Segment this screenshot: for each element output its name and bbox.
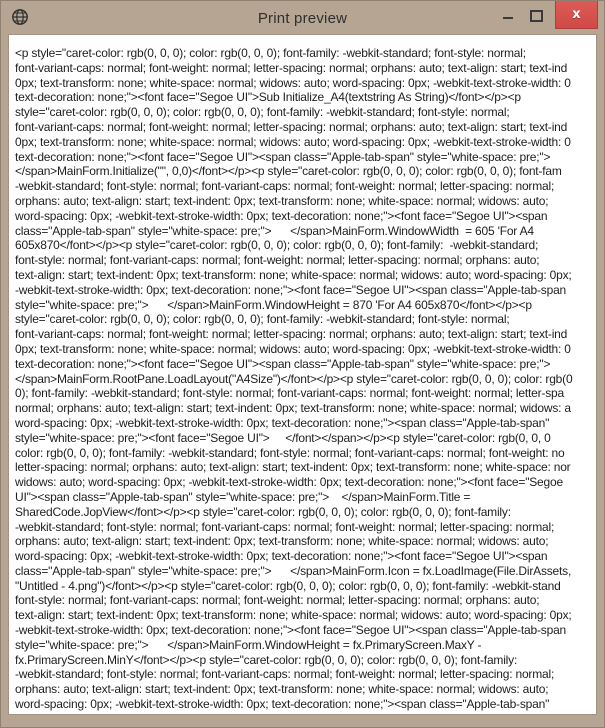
code-line: word-spacing: 0px; -webkit-text-stroke-width: 0px; text-decoration: none;"><font face="Segoe UI"><span <box>15 208 548 223</box>
title-bar[interactable] <box>1 1 604 34</box>
code-line: orphans: auto; text-align: start; text-indent: 0px; text-transform: none; white-space: normal; widows: auto; <box>15 193 549 208</box>
code-line: text-decoration: none;"><font face="Segoe UI"><span class="Apple-tab-span" style="white-space: pre;"> <box>15 149 551 164</box>
code-line: widows: auto; word-spacing: 0px; -webkit-text-stroke-width: 0px; text-decoration: none;"><font face="Segoe <box>15 475 563 490</box>
code-line: word-spacing: 0px; -webkit-text-stroke-width: 0px; text-decoration: none;"><span class="Apple-tab-span" <box>15 697 550 712</box>
code-lines <box>15 46 596 714</box>
code-line: text-align: start; text-indent: 0px; text-transform: none; white-space: normal; widows: auto; word-spacing: 0px; <box>15 267 572 282</box>
code-line: 0px; text-transform: none; white-space: normal; widows: auto; word-spacing: 0px; -webkit-text-stroke-width: 0 <box>15 341 571 356</box>
code-line: style="white-space: pre;"> </span>MainForm.WindowHeight = fx.PrimaryScreen.MaxY - <box>15 637 482 652</box>
code-line: class="Apple-tab-span" style="white-space: pre;"> </span>MainForm.WindowWidth = 605 'For A4 <box>15 223 534 238</box>
code-line: 0px; text-transform: none; white-space: normal; widows: auto; word-spacing: 0px; -webkit-text-stroke-width: 0 <box>15 134 571 149</box>
window-title: Print preview <box>257 10 348 27</box>
code-line: UI"><span class="Apple-tab-span" style="white-space: pre;"> </span>MainForm.Title = <box>15 489 471 504</box>
code-line: font-variant-caps: normal; font-weight: normal; letter-spacing: normal; orphans: auto; text-align: start; text-ind <box>15 60 568 75</box>
code-line: orphans: auto; text-align: start; text-indent: 0px; text-transform: none; white-space: normal; widows: auto; <box>15 682 549 697</box>
globe-icon <box>11 8 29 26</box>
close-button[interactable] <box>555 1 598 29</box>
code-line: font-style: normal; font-variant-caps: normal; font-weight: normal; letter-spacing: normal; orphans: auto; <box>15 253 540 268</box>
code-line: orphans: auto; text-align: start; text-indent: 0px; text-transform: none; white-space: normal; widows: auto; <box>15 534 549 549</box>
code-line: class="Apple-tab-span" style="white-space: pre;"> </span>MainForm.Icon = fx.LoadImage(File.DirAssets, <box>15 563 572 578</box>
code-line: 0); font-family: -webkit-standard; font-style: normal; font-variant-caps: normal; font-weight: normal; letter-spa <box>15 386 564 401</box>
maximize-icon <box>530 10 543 22</box>
close-icon: x <box>572 7 581 22</box>
code-line: -webkit-standard; font-style: normal; font-variant-caps: normal; font-weight: normal; letter-spacing: normal; <box>15 667 555 682</box>
code-line: fx.PrimaryScreen.MinY</font></p><p style="caret-color: rgb(0, 0, 0); color: rgb(0, 0, 0); font-family: <box>15 652 518 667</box>
code-line: style="white-space: pre;"><font face="Segoe UI"> </font></span></p><p style="caret-color: rgb(0, 0, 0 <box>15 430 551 445</box>
code-line: "Untitled - 4.png")</font></p><p style="caret-color: rgb(0, 0, 0); color: rgb(0, 0, 0); font-family: -webkit-stand <box>15 578 561 593</box>
code-line: </span>MainForm.Initialize("", 0,0)</font></p><p style="caret-color: rgb(0, 0, 0); color: rgb(0, 0, 0); font-fam <box>15 164 562 179</box>
code-line: 605x870</font></p><p style="caret-color: rgb(0, 0, 0); color: rgb(0, 0, 0); font-family: -webkit-standard; <box>15 238 539 253</box>
code-line: letter-spacing: normal; orphans: auto; text-align: start; text-indent: 0px; text-transform: none; white-space: nor <box>15 460 571 475</box>
code-line: SharedCode.JopView</font></p><p style="caret-color: rgb(0, 0, 0); color: rgb(0, 0, 0); font-family: <box>15 504 511 519</box>
code-line: font-variant-caps: normal; font-weight: normal; letter-spacing: normal; orphans: auto; text-align: start; text-ind <box>15 119 568 134</box>
minimize-button[interactable] <box>493 1 522 30</box>
code-line: word-spacing: 0px; -webkit-text-stroke-width: 0px; text-decoration: none;"><span class="Apple-tab-span" <box>15 415 550 430</box>
code-line: -webkit-text-stroke-width: 0px; text-decoration: none;"><font face="Segoe UI"><span class="Apple-tab-span <box>15 623 567 638</box>
code-line: color: rgb(0, 0, 0); font-family: -webkit-standard; font-style: normal; font-variant-caps: normal; font-weight: no <box>15 445 565 460</box>
caption-buttons <box>493 1 598 30</box>
code-line: style="caret-color: rgb(0, 0, 0); color: rgb(0, 0, 0); font-family: -webkit-standard; font-style: normal; <box>15 105 510 120</box>
code-line: text-decoration: none;"><font face="Segoe UI"><span class="Apple-tab-span" style="white-space: pre;"> <box>15 356 551 371</box>
maximize-button[interactable] <box>522 1 551 30</box>
code-line: 0px; text-transform: none; white-space: normal; widows: auto; word-spacing: 0px; -webkit-text-stroke-width: 0 <box>15 75 571 90</box>
code-line: </span>MainForm.RootPane.LoadLayout("A4Size")</font></p><p style="caret-color: rgb(0, 0, 0); color: rgb(0 <box>15 371 573 386</box>
code-line: font-variant-caps: normal; font-weight: normal; letter-spacing: normal; orphans: auto; text-align: start; text-ind <box>15 327 568 342</box>
code-line: style="caret-color: rgb(0, 0, 0); color: rgb(0, 0, 0); font-family: -webkit-standard; font-style: normal; <box>15 312 510 327</box>
code-line: -webkit-standard; font-style: normal; font-variant-caps: normal; font-weight: normal; letter-spacing: normal; <box>15 519 555 534</box>
minimize-icon <box>503 17 513 19</box>
code-line: -webkit-standard; font-style: normal; font-variant-caps: normal; font-weight: normal; letter-spacing: normal; <box>15 179 555 194</box>
code-line: <p style="caret-color: rgb(0, 0, 0); color: rgb(0, 0, 0); font-family: -webkit-standard; font-style: normal; <box>15 46 526 60</box>
code-line: normal; orphans: auto; text-align: start; text-indent: 0px; text-transform: none; white-space: normal; widows: a <box>15 401 571 416</box>
code-line: text-align: start; text-indent: 0px; text-transform: none; white-space: normal; widows: auto; word-spacing: 0px; <box>15 608 572 623</box>
code-line: font-style: normal; font-variant-caps: normal; font-weight: normal; letter-spacing: normal; orphans: auto; <box>15 593 540 608</box>
code-line: text-decoration: none;"><font face="Segoe UI">Sub Initialize_A4(textstring As String)</font></p><p <box>15 90 521 105</box>
preview-content[interactable] <box>8 34 597 715</box>
code-line: word-spacing: 0px; -webkit-text-stroke-width: 0px; text-decoration: none;"><font face="Segoe UI"><span <box>15 549 548 564</box>
code-line: -webkit-text-stroke-width: 0px; text-decoration: none;"><font face="Segoe UI"><span class="Apple-tab-span <box>15 282 567 297</box>
code-line: style="white-space: pre;"> </span>MainForm.WindowHeight = 870 'For A4 605x870</font></p><p <box>15 297 532 312</box>
